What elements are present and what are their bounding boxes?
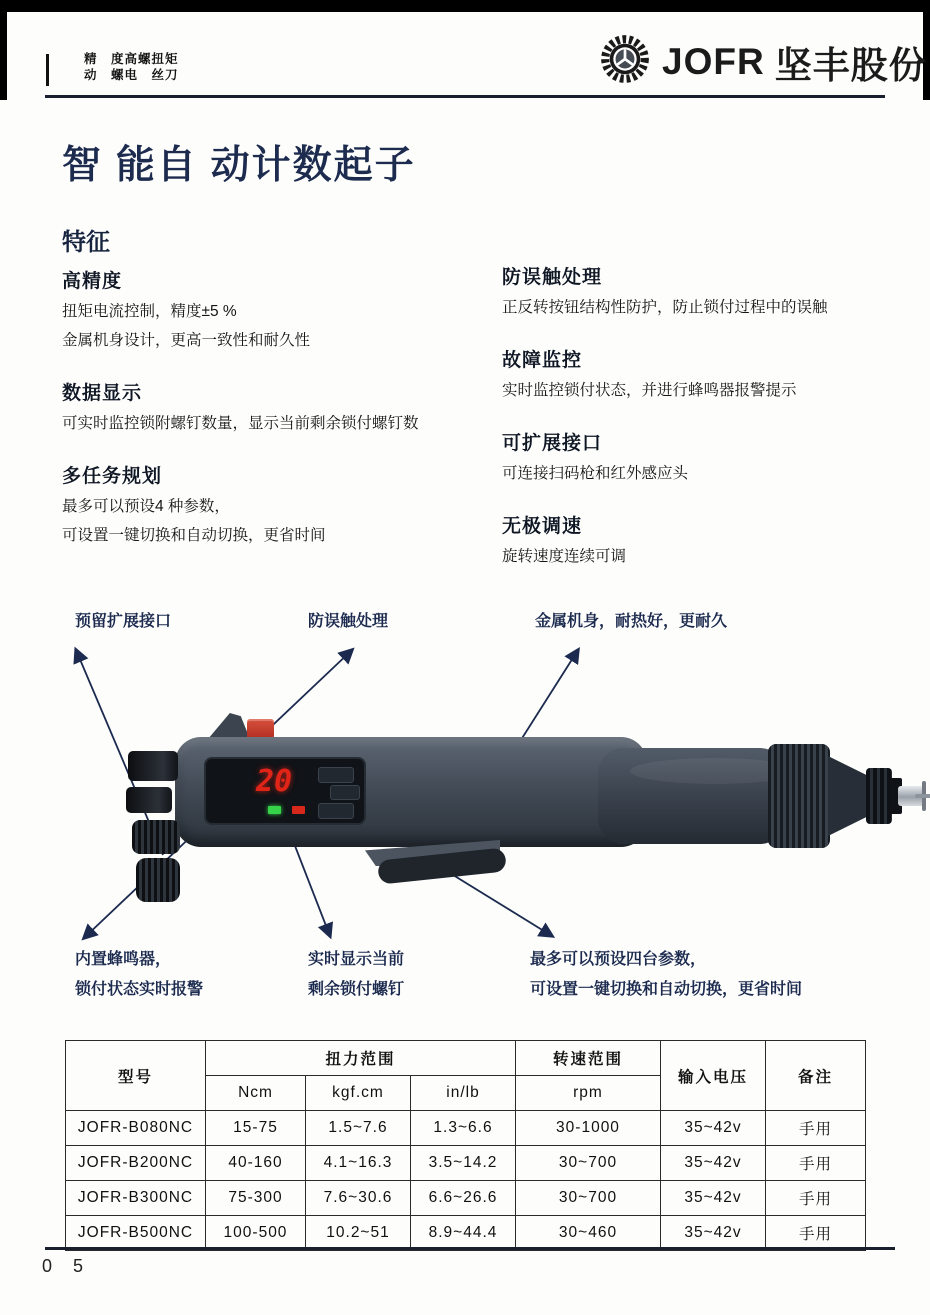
connector-port bbox=[132, 820, 180, 854]
cell-inlb: 3.5~14.2 bbox=[411, 1146, 516, 1181]
feature-fault-monitor bbox=[502, 345, 912, 404]
callout-mistouch: 防误触处理 bbox=[308, 613, 389, 630]
red-led bbox=[292, 806, 305, 814]
header-tagline-bar bbox=[46, 54, 49, 86]
company-name: 坚丰股份 bbox=[774, 44, 927, 86]
cell-kgfcm: 10.2~51 bbox=[306, 1216, 411, 1251]
callout-line: 锁付状态实时报警 bbox=[75, 981, 204, 998]
knurled-collar bbox=[768, 744, 830, 848]
feature-line: 金属机身设计，更高一致性和耐久性 bbox=[62, 332, 311, 349]
panel-button bbox=[318, 803, 354, 819]
col-header-voltage: 输入电压 bbox=[661, 1041, 766, 1111]
feature-high-precision bbox=[62, 266, 482, 354]
feature-multitask bbox=[62, 461, 482, 549]
display-count-value: 20 bbox=[256, 764, 293, 799]
page-title: 智 能自 动计数起子 bbox=[62, 144, 416, 187]
callout-line: 实时显示当前 bbox=[308, 951, 405, 968]
scan-border-left bbox=[0, 0, 7, 100]
callout-metal-body: 金属机身，耐热好，更耐久 bbox=[535, 613, 728, 630]
cell-remark: 手用 bbox=[766, 1216, 866, 1251]
cell-voltage: 35~42v bbox=[661, 1146, 766, 1181]
cell-remark: 手用 bbox=[766, 1146, 866, 1181]
unit-inlb: in/lb bbox=[411, 1076, 516, 1111]
cell-inlb: 8.9~44.4 bbox=[411, 1216, 516, 1251]
cell-ncm: 40-160 bbox=[206, 1146, 306, 1181]
table-row bbox=[66, 1146, 866, 1181]
forward-reverse-button bbox=[247, 719, 274, 739]
cell-model: JOFR-B080NC bbox=[66, 1111, 206, 1146]
cell-voltage: 35~42v bbox=[661, 1181, 766, 1216]
feature-title: 高精度 bbox=[62, 271, 123, 292]
cell-model: JOFR-B500NC bbox=[66, 1216, 206, 1251]
callout-line: 剩余锁付螺钉 bbox=[308, 981, 405, 998]
green-led bbox=[268, 806, 281, 814]
feature-expand-port bbox=[502, 428, 912, 487]
feature-title: 故障监控 bbox=[502, 350, 583, 371]
tagline-line2: 动 螺电 丝刀 bbox=[84, 68, 179, 82]
gear-logo-icon bbox=[598, 32, 652, 91]
cell-ncm: 75-300 bbox=[206, 1181, 306, 1216]
feature-line: 可实时监控锁附螺钉数量，显示当前剩余锁付螺钉数 bbox=[62, 415, 419, 432]
callout-expansion-port: 预留扩展接口 bbox=[75, 613, 172, 630]
device-display-panel bbox=[204, 757, 366, 825]
feature-title: 数据显示 bbox=[62, 383, 143, 404]
cell-rpm: 30~700 bbox=[516, 1146, 661, 1181]
unit-ncm: Ncm bbox=[206, 1076, 306, 1111]
cell-model: JOFR-B300NC bbox=[66, 1181, 206, 1216]
cell-model: JOFR-B200NC bbox=[66, 1146, 206, 1181]
feature-line: 实时监控锁付状态，并进行蜂鸣器报警提示 bbox=[502, 382, 797, 399]
connector-port bbox=[126, 787, 172, 813]
cell-ncm: 15-75 bbox=[206, 1111, 306, 1146]
scan-border-top bbox=[0, 0, 930, 12]
page-number: 0 5 bbox=[42, 1256, 92, 1276]
feature-mistouch bbox=[502, 262, 912, 321]
cell-inlb: 1.3~6.6 bbox=[411, 1111, 516, 1146]
chuck-collar bbox=[866, 768, 892, 824]
col-header-torque-range: 扭力范围 bbox=[206, 1041, 516, 1076]
features-left-column bbox=[62, 266, 482, 573]
company-logo bbox=[598, 32, 927, 91]
cell-voltage: 35~42v bbox=[661, 1216, 766, 1251]
cell-voltage: 35~42v bbox=[661, 1111, 766, 1146]
unit-rpm: rpm bbox=[516, 1076, 661, 1111]
cell-kgfcm: 1.5~7.6 bbox=[306, 1111, 411, 1146]
brand-name: JOFR bbox=[662, 40, 765, 82]
feature-line: 最多可以预设4 种参数， bbox=[62, 498, 230, 515]
tagline-line1: 精 度高螺扭矩 bbox=[84, 52, 179, 66]
col-header-model: 型号 bbox=[66, 1041, 206, 1111]
feature-title: 防误触处理 bbox=[502, 267, 603, 288]
feature-line: 正反转按钮结构性防护，防止锁付过程中的误触 bbox=[502, 299, 828, 316]
connector-port bbox=[128, 751, 178, 781]
feature-line: 可设置一键切换和自动切换，更省时间 bbox=[62, 527, 326, 544]
cell-inlb: 6.6~26.6 bbox=[411, 1181, 516, 1216]
cell-kgfcm: 4.1~16.3 bbox=[306, 1146, 411, 1181]
connector-port bbox=[136, 858, 180, 902]
cell-kgfcm: 7.6~30.6 bbox=[306, 1181, 411, 1216]
cell-rpm: 30-1000 bbox=[516, 1111, 661, 1146]
panel-button bbox=[318, 767, 354, 783]
feature-title: 多任务规划 bbox=[62, 466, 163, 487]
feature-line: 扭矩电流控制，精度±5 % bbox=[62, 303, 237, 320]
feature-title: 可扩展接口 bbox=[502, 433, 603, 454]
feature-stepless-speed bbox=[502, 511, 912, 570]
unit-kgfcm: kgf.cm bbox=[306, 1076, 411, 1111]
cell-remark: 手用 bbox=[766, 1111, 866, 1146]
feature-data-display bbox=[62, 378, 482, 437]
col-header-remark: 备注 bbox=[766, 1041, 866, 1111]
header-divider bbox=[45, 95, 885, 98]
features-heading: 特征 bbox=[62, 229, 110, 256]
callout-line: 最多可以预设四台参数， bbox=[530, 951, 707, 968]
header-tagline bbox=[84, 51, 179, 83]
footer-divider bbox=[45, 1247, 895, 1250]
table-row bbox=[66, 1111, 866, 1146]
col-header-speed-range: 转速范围 bbox=[516, 1041, 661, 1076]
cell-rpm: 30~460 bbox=[516, 1216, 661, 1251]
table-row bbox=[66, 1181, 866, 1216]
cell-remark: 手用 bbox=[766, 1181, 866, 1216]
spec-table bbox=[65, 1040, 866, 1251]
cell-ncm: 100-500 bbox=[206, 1216, 306, 1251]
feature-title: 无极调速 bbox=[502, 516, 583, 537]
table-row bbox=[66, 1216, 866, 1251]
feature-line: 旋转速度连续可调 bbox=[502, 548, 627, 565]
panel-button bbox=[330, 785, 360, 800]
features-right-column bbox=[502, 262, 912, 594]
callout-line: 内置蜂鸣器， bbox=[75, 951, 172, 968]
feature-line: 可连接扫码枪和红外感应头 bbox=[502, 465, 689, 482]
phillips-bit-tip bbox=[919, 781, 929, 811]
callout-line: 可设置一键切换和自动切换，更省时间 bbox=[530, 981, 803, 998]
cell-rpm: 30~700 bbox=[516, 1181, 661, 1216]
